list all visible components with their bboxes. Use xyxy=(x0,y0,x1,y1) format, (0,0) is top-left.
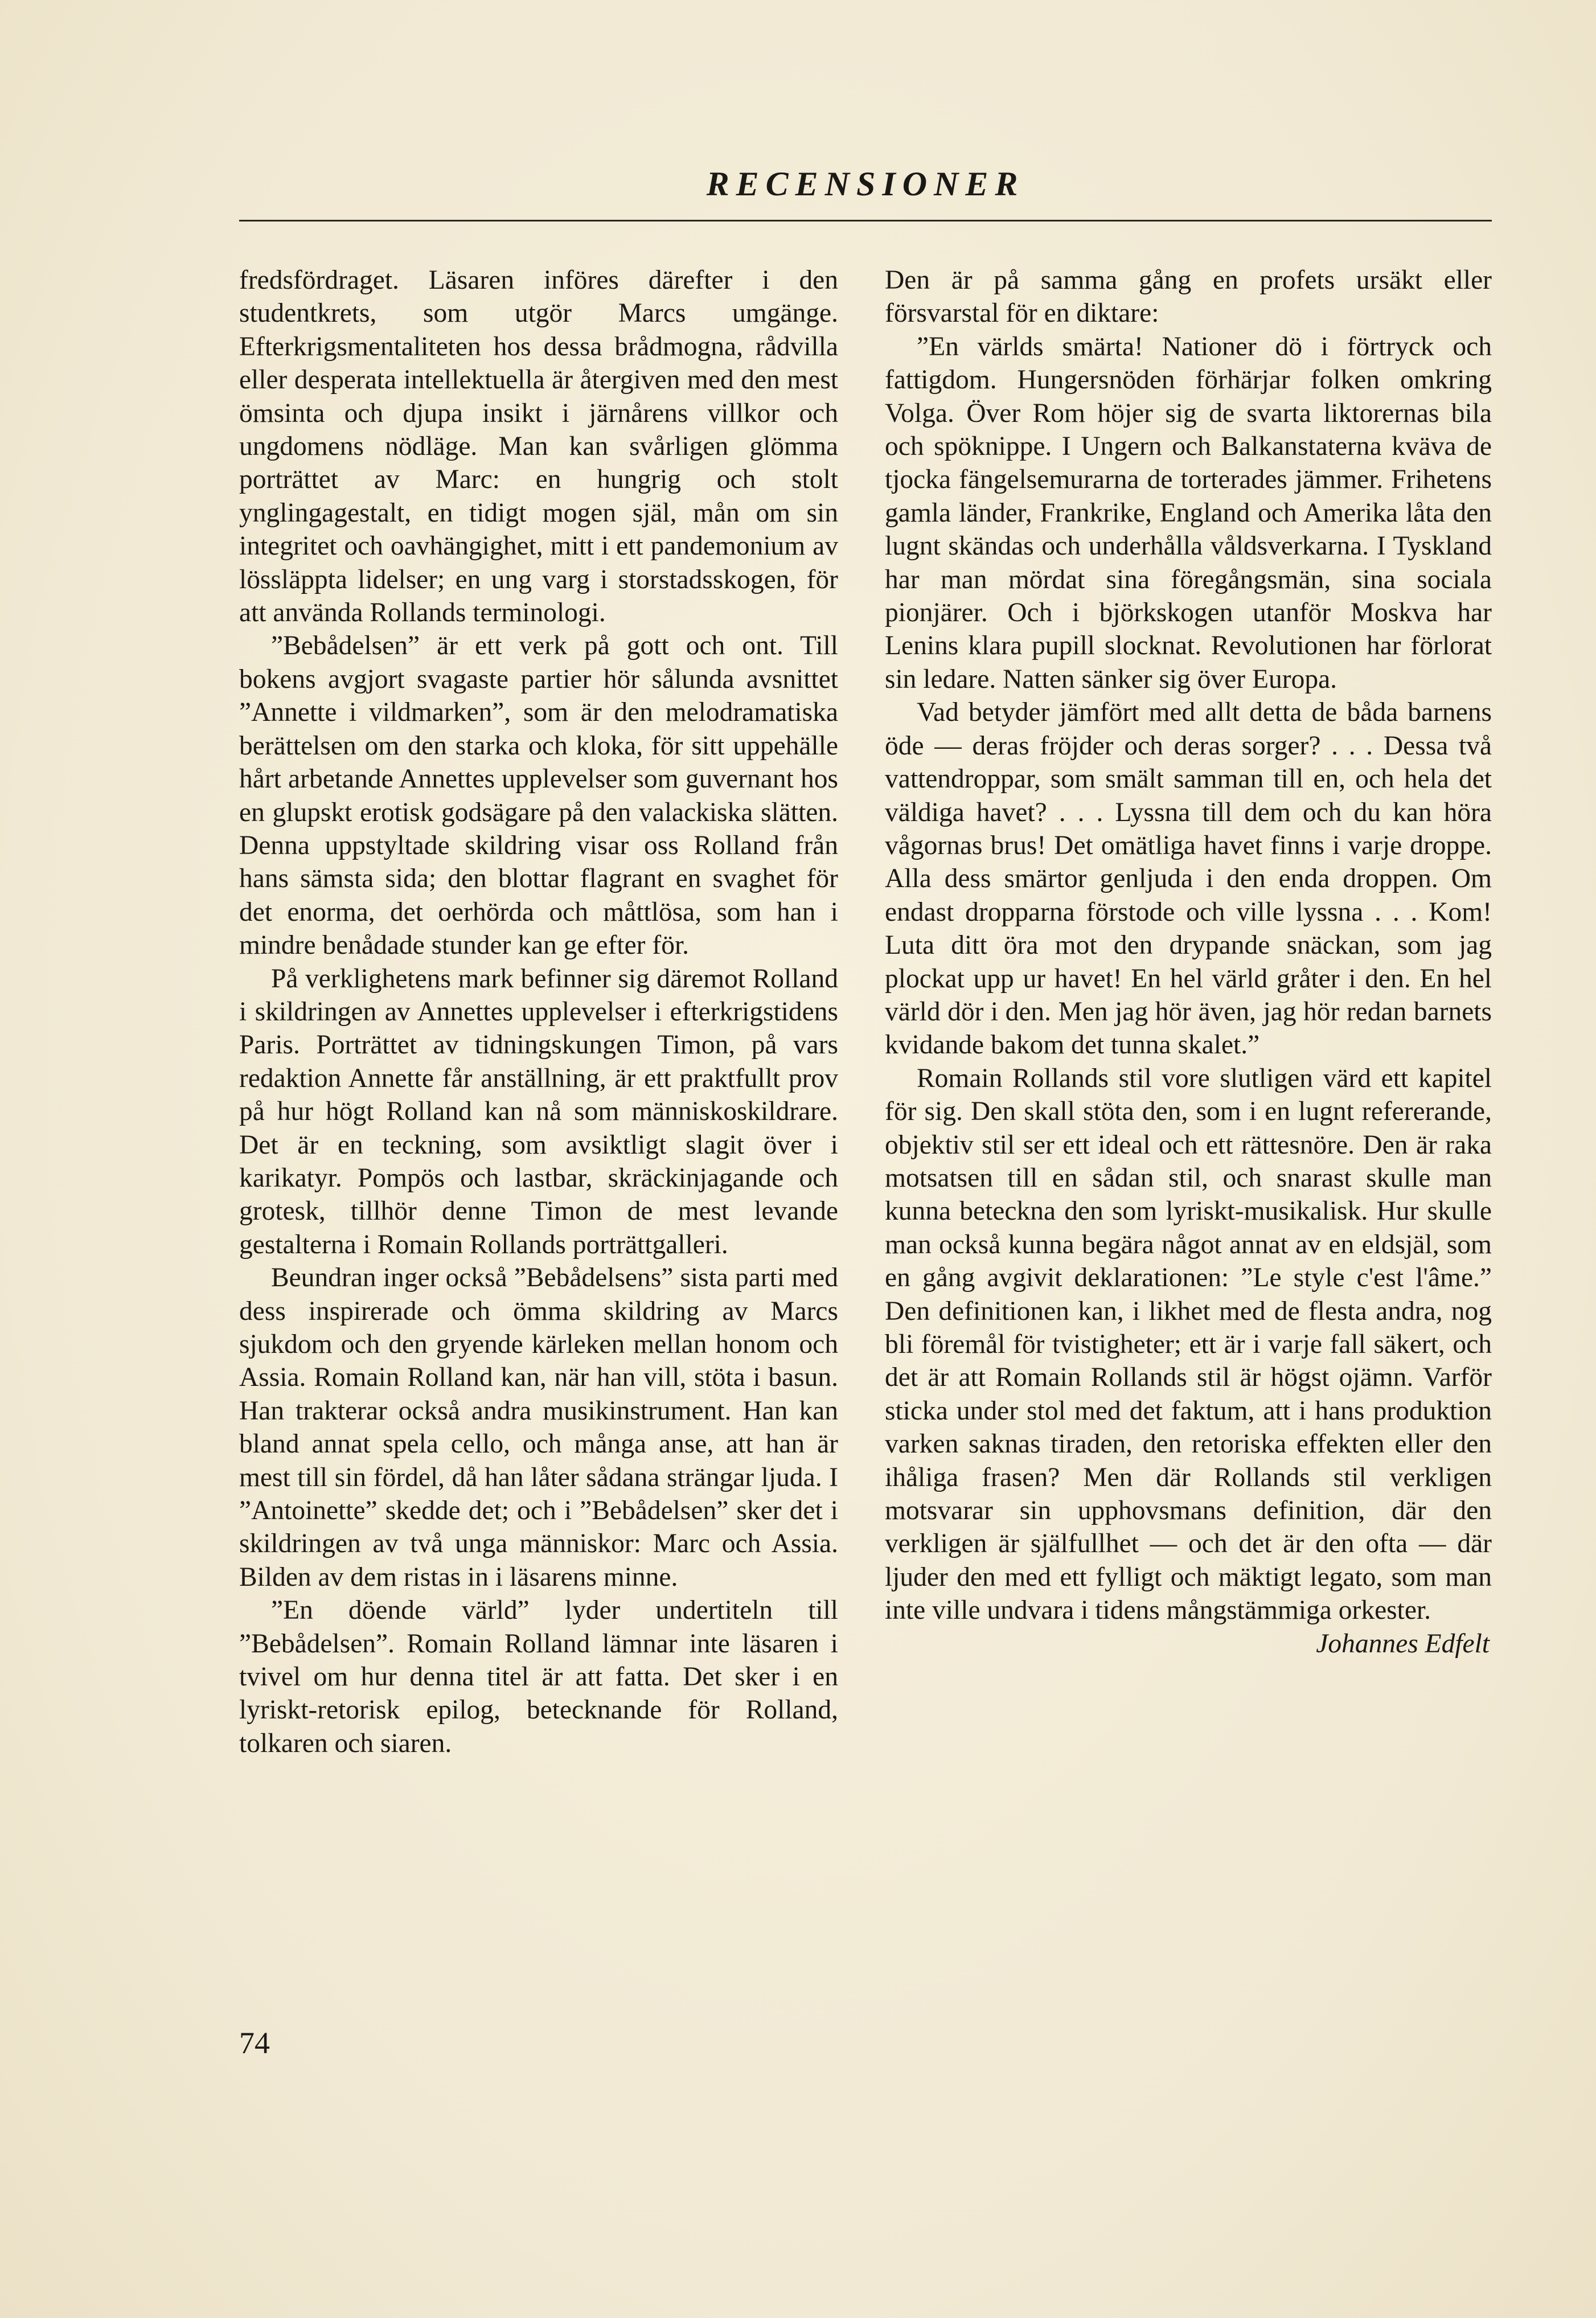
paragraph: ”Bebådelsen” är ett verk på gott och ont. Till bokens avgjort svagaste partier hör sålunda avsnittet ”Annette i vildmarken”, som är den melodramatiska berättelsen om den starka och kloka, för sitt uppehälle hårt arbetande Annettes upplevelser som guvernant hos en glupskt erotisk godsägare på den valackiska slätten. Denna uppstyltade skildring visar oss Rolland från hans sämsta sida; den blottar flagrant en svaghet för det enorma, det oerhörda och måttlösa, som han i mindre benådade stunder kan ge efter för. xyxy=(239,631,838,961)
paragraph: ”En döende värld” lyder undertiteln till ”Bebådelsen”. Romain Rolland lämnar inte läsaren i tvivel om hur denna titel är att fatta. Det sker i en lyriskt-retorisk epilog, betecknande för Rolland, tolkaren och siaren. xyxy=(239,1595,838,1758)
paragraph: Beundran inger också ”Bebådelsens” sista parti med dess inspirerade och ömma skildring av Marcs sjukdom och den gryende kärleken mellan honom och Assia. Romain Rolland kan, när han vill, stöta i basun. Han trakterar också andra musikinstrument. Han kan bland annat spela cello, och många anse, att han är mest till sin fördel, då han låter sådana strängar ljuda. I ”Antoinette” skedde det; och i ”Bebådelsen” sker det i skildringen av två unga människor: Marc och Assia. Bilden av dem ristas in i läsarens minne. xyxy=(239,1263,838,1592)
paragraph: fredsfördraget. Läsaren införes därefter i den studentkrets, som utgör Marcs umgänge. Efterkrigsmentaliteten hos dessa brådmogna, rådvilla eller desperata intellektuella är återgiven med den mest ömsinta och djupa insikt i järnårens villkor och ungdomens nödläge. Man kan svårligen glömma porträttet av Marc: en hungrig och stolt ynglingagestalt, en tidigt mogen själ, mån om sin integritet och oavhängighet, mitt i ett pandemonium av lössläppta lidelser; en ung varg i storstadsskogen, för att använda Rollands terminologi. xyxy=(239,265,838,628)
paragraph: Den är på samma gång en profets ursäkt eller försvarstal för en diktare: xyxy=(885,265,1492,329)
running-head: RECENSIONER xyxy=(706,165,1025,203)
paragraph: På verklighetens mark befinner sig däremot Rolland i skildringen av Annettes upplevelser i efterkrigstidens Paris. Porträttet av tidningskungen Timon, på vars redaktion Annette får anställning, är ett praktfullt prov på hur högt Rolland kan nå som människoskildrare. Det är en teckning, som avsiktligt slagit över i karikatyr. Pompös och lastbar, skräckinjagande och grotesk, tillhör denne Timon de mest levande gestalterna i Romain Rollands porträttgalleri. xyxy=(239,963,838,1259)
left-column xyxy=(239,264,838,1760)
author-signature: Johannes Edfelt xyxy=(1316,1628,1490,1659)
right-column xyxy=(885,264,1492,1660)
paragraph: Romain Rollands stil vore slutligen värd ett kapitel för sig. Den skall stöta den, som i en lugnt refererande, objektiv stil ser ett ideal och ett rättesnöre. Den är raka motsatsen till en sådan stil, och snarast skulle man kunna beteckna den som lyriskt-musikalisk. Hur skulle man också kunna begära något annat av en eldsjäl, som en gång avgivit deklarationen: ”Le style c'est l'âme.” Den definitionen kan, i likhet med de flesta andra, nog bli föremål för tvistigheter; ett är i varje fall säkert, och det är att Romain Rollands stil är högst ojämn. Varför sticka under stol med det faktum, att i hans produktion varken saknas tiraden, den retoriska effekten eller den ihåliga frasen? Men där Rollands stil verkligen motsvarar sin upphovsmans definition, där den verkligen är själfullhet — och det är den ofta — där ljuder den med ett fylligt och mäktigt legato, som man inte ville undvara i tidens mångstämmiga orkester. xyxy=(885,1063,1492,1626)
paragraph: ”En världs smärta! Nationer dö i förtryck och fattigdom. Hungersnöden förhärjar folken omkring Volga. Över Rom höjer sig de svarta liktorernas bila och spöknippe. I Ungern och Balkanstaterna kväva de tjocka fängelsemurarna de torterades jämmer. Frihetens gamla länder, Frankrike, England och Amerika låta den lugnt skändas och underhålla våldsverkarna. I Tyskland har man mördat sina föregångsmän, sina sociala pionjärer. Och i björkskogen utanför Moskva har Lenins klara pupill slocknat. Revolutionen har förlorat sin ledare. Natten sänker sig över Europa. xyxy=(885,331,1492,694)
paragraph: Vad betyder jämfört med allt detta de båda barnens öde — deras fröjder och deras sorger? . . . Dessa två vattendroppar, som smält samman till en, och hela det väldiga havet? . . . Lyssna till dem och du kan höra vågornas brus! Det omätliga havet finns i varje droppe. Alla dess smärtor genljuda i den enda droppen. Om endast dropparna förstode och ville lyssna . . . Kom! Luta ditt öra mot den drypande snäckan, som jag plockat upp ur havet! En hel värld gråter i den. En hel värld dör i den. Men jag hör även, jag hör redan barnets kvidande bakom det tunna skalet.” xyxy=(885,698,1492,1060)
header-rule xyxy=(239,220,1492,221)
page-number: 74 xyxy=(239,2026,270,2060)
